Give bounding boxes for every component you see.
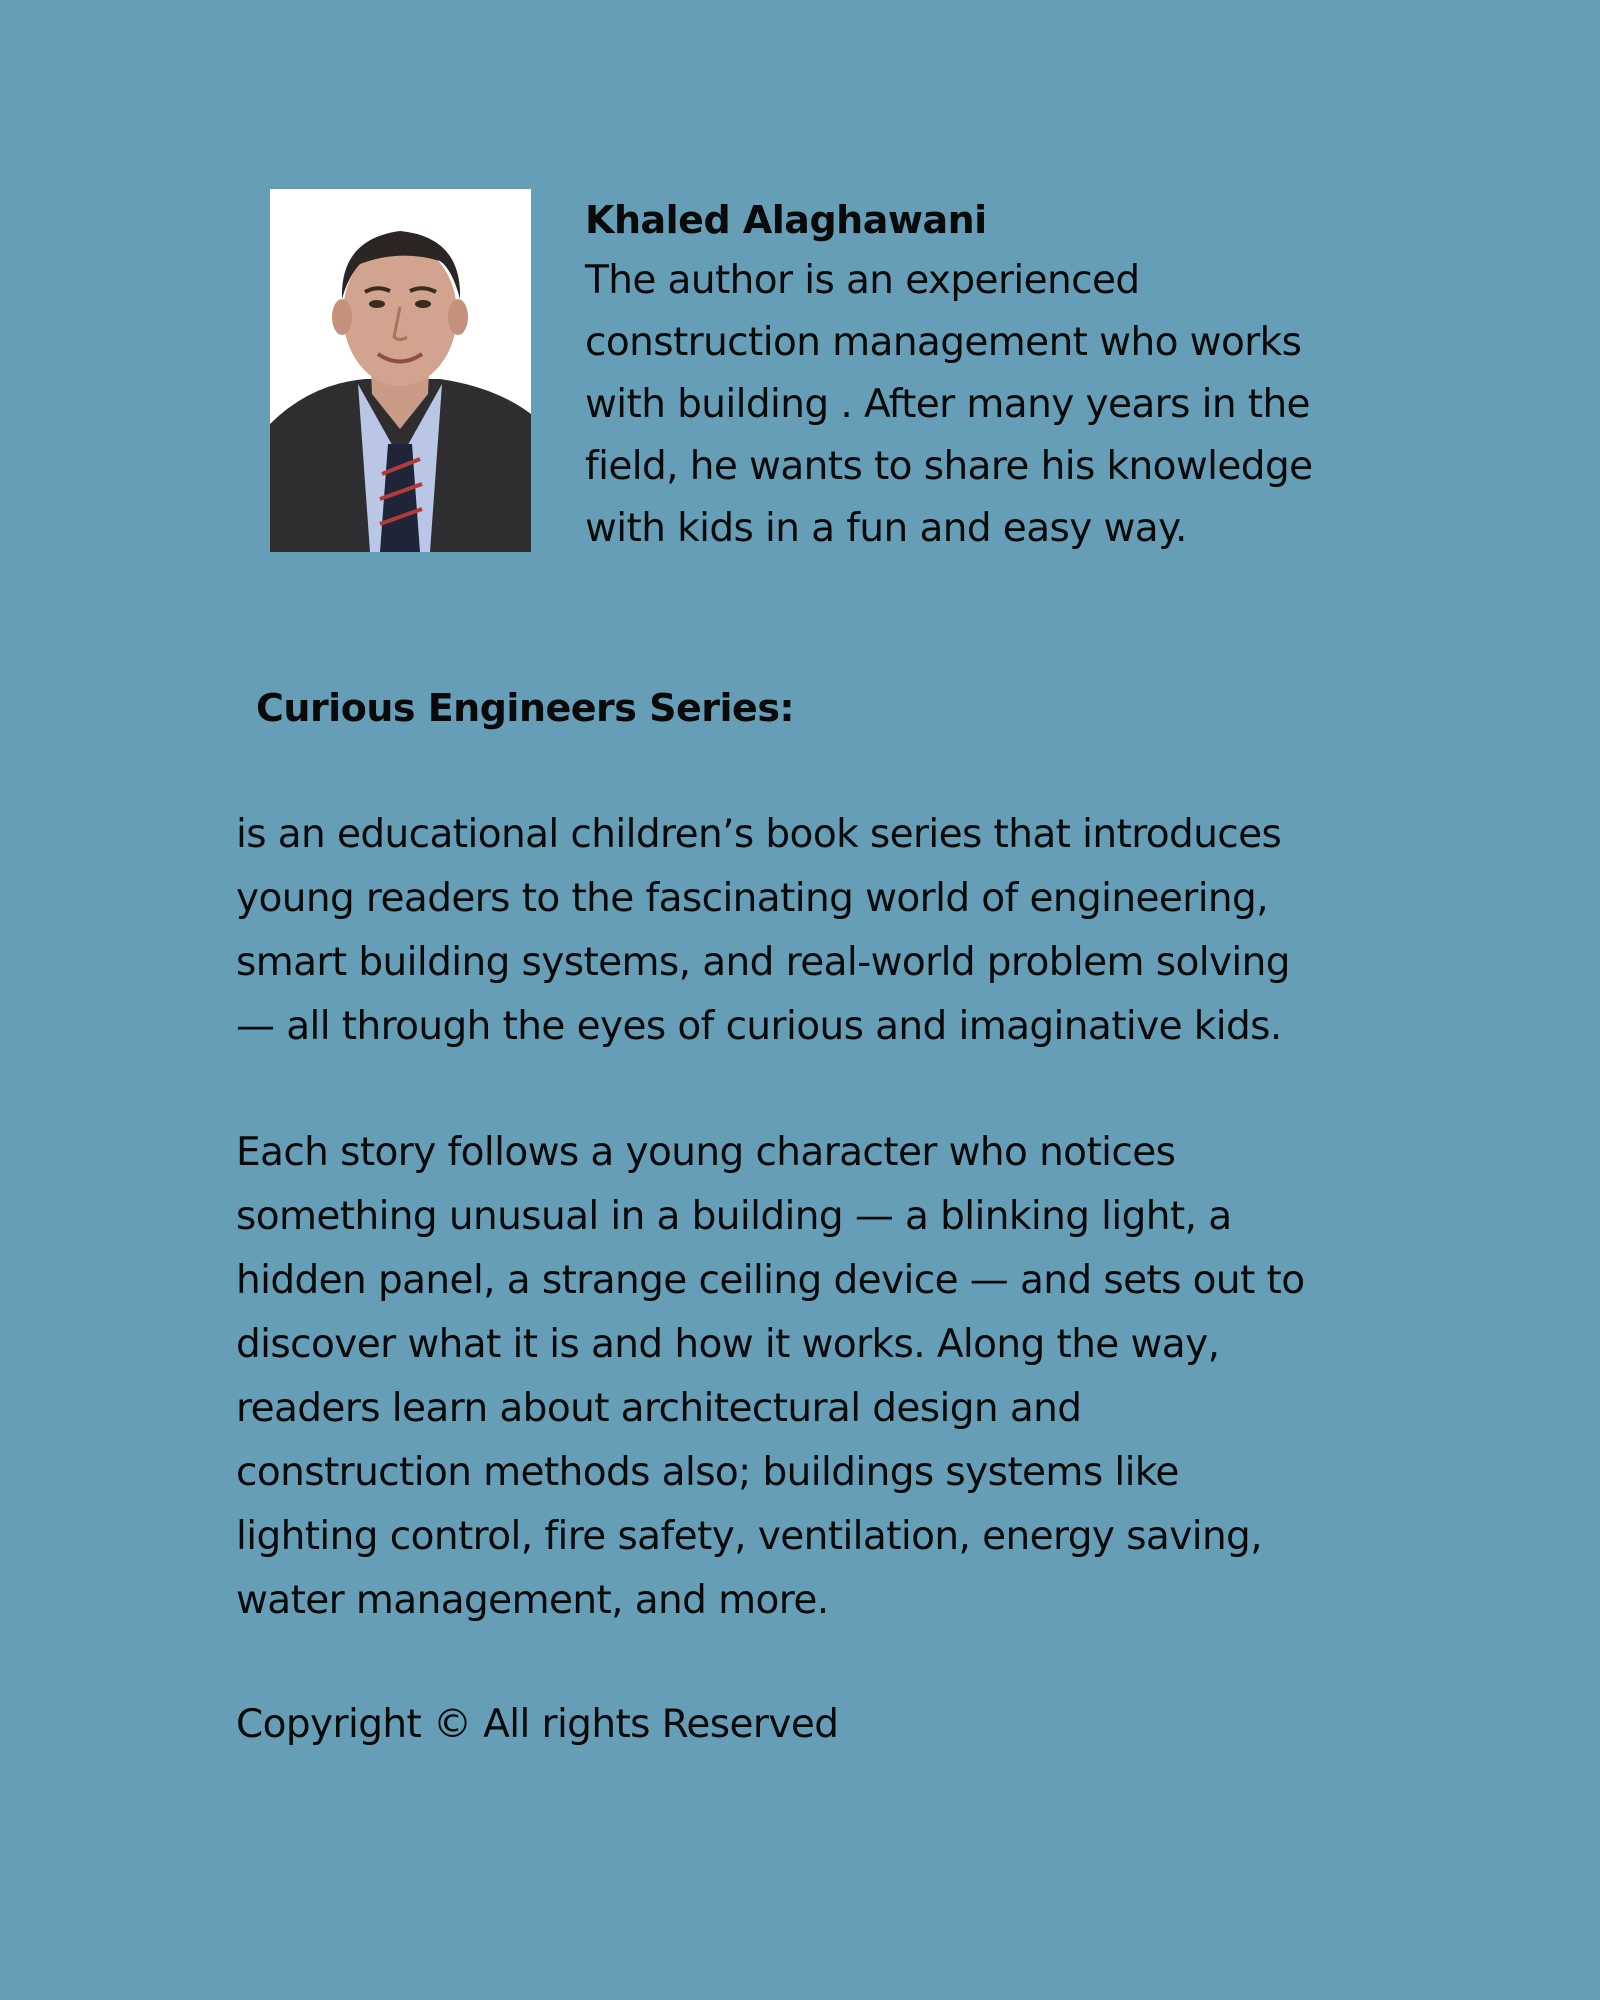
- series-description: [236, 803, 1386, 1633]
- author-name: Khaled Alaghawani: [585, 198, 987, 242]
- author-photo: [270, 189, 531, 552]
- series-title: Curious Engineers Series:: [256, 686, 795, 730]
- series-paragraph-2: Each story follows a young character who notices something unusual in a building — a blinking light, a hidden panel, a strange ceiling device — and sets out to discover what it is and how it works. Along the way, readers learn about architectural design and construction methods also; buildings systems like lighting control, fire safety, ventilation, energy saving, water management, and more.: [236, 1130, 1305, 1623]
- copyright-notice: Copyright © All rights Reserved: [236, 1702, 839, 1747]
- author-info: [585, 190, 1375, 560]
- author-bio: The author is an experienced construction management who works with building . After many years in the field, he wants to share his knowledge with kids in a fun and easy way.: [585, 258, 1313, 551]
- series-paragraph-1: is an educational children’s book series that introduces young readers to the fascinating world of engineering, smart building systems, and real-world problem solving — all through the eyes of curious and imaginative kids.: [236, 812, 1290, 1049]
